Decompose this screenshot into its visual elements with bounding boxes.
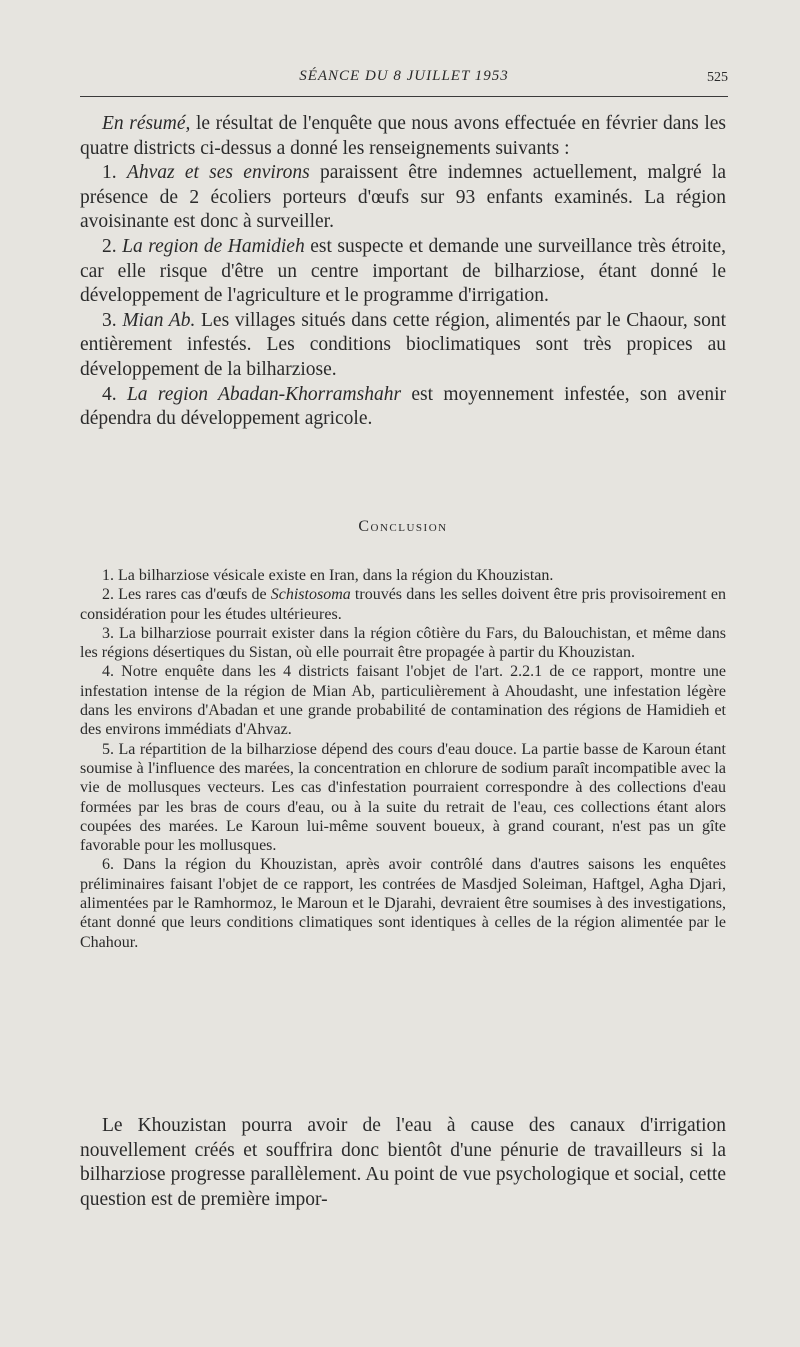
summary-item-2 bbox=[80, 235, 726, 309]
conclusion-item-2-pre: 2. Les rares cas d'œufs de bbox=[102, 586, 271, 604]
page-number: 525 bbox=[707, 70, 728, 85]
conclusion-item-2-italic: Schistosoma bbox=[270, 586, 351, 604]
item-text: Les villages situés dans cette région, alimentés par le Chaour, sont entièrement infestés. Les conditions bioclimatiques sont très propices au développement de la bilharziose. bbox=[80, 309, 726, 380]
summary-item-3 bbox=[80, 309, 726, 383]
summary-intro-text: le résultat de l'enquête que nous avons effectuée en février dans les quatre districts ci-dessus a donné les renseignements suivants : bbox=[80, 113, 727, 159]
conclusion-item-2 bbox=[80, 585, 726, 624]
summary-section bbox=[80, 112, 726, 432]
running-title: SÉANCE DU 8 JUILLET 1953 bbox=[299, 68, 509, 84]
summary-item-4 bbox=[80, 383, 726, 432]
item-lead: La region Abadan-Khorramshahr bbox=[126, 383, 402, 405]
conclusion-item-5: 5. La répartition de la bilharziose dépend des cours d'eau douce. La partie basse de Karoun étant soumise à l'influence des marées, la concentration en chlorure de sodium paraît incompatible avec la vie de mollusques vecteurs. Les cas d'infestation pourraient correspondre à des collections d'eau formées par les bras de cours d'eau, ou à la suite du retrait de l'eau, ces collections étant alors coupées des marées. Le Karoun lui-même souvent boueux, à grand courant, n'est pas un gîte favorable pour les mollusques. bbox=[80, 740, 726, 855]
conclusion-item-6: 6. Dans la région du Khouzistan, après avoir contrôlé dans d'autres saisons les enquêtes préliminaires faisant l'objet de ce rapport, les contrées de Masdjed Soleiman, Haftgel, Agha Djari, alimentées par le Ramhormoz, le Maroun et le Djarahi, devraient être soumises à des investigations, étant donné que leurs conditions climatiques sont identiques à celles de la région alimentée par le Chahour. bbox=[80, 856, 726, 951]
summary-intro-lead: En résumé, bbox=[102, 113, 191, 134]
item-number: 1. bbox=[102, 162, 127, 184]
conclusion-item-4: 4. Notre enquête dans les 4 districts faisant l'objet de l'art. 2.2.1 de ce rapport, montre une infestation intense de la région de Mian Ab, particulièrement à Ahoudasht, une infestation légère dans les environs d'Abadan et une grande probabilité de contamination des régions de Hamidieh et des environs immédiats d'Ahvaz. bbox=[80, 663, 726, 739]
summary-intro bbox=[80, 112, 726, 161]
item-text: paraissent être indemnes actuellement, malgré la présence de 2 écoliers porteurs d'œufs sur 93 enfants examinés. La région avoisinante est donc à surveiller. bbox=[80, 162, 726, 233]
item-number: 2. bbox=[102, 235, 123, 257]
item-number: 4. bbox=[102, 383, 127, 405]
item-lead: La region de Hamidieh bbox=[122, 235, 305, 257]
item-text: est suspecte et demande une surveillance très étroite, car elle risque d'être un centre important de bilharziose, étant donné le développement de l'agriculture et le programme d'irrigation. bbox=[80, 235, 727, 307]
closing-paragraph bbox=[80, 1114, 726, 1212]
item-lead: Ahvaz et ses environs bbox=[126, 162, 310, 184]
item-text: est moyennement infestée, son avenir dépendra du développement agricole. bbox=[80, 383, 727, 430]
conclusion-item-1: 1. La bilharziose vésicale existe en Iran, dans la région du Khouzistan. bbox=[102, 567, 554, 584]
summary-item-1 bbox=[80, 161, 726, 235]
item-number: 3. bbox=[102, 309, 123, 331]
closing-text: Le Khouzistan pourra avoir de l'eau à cause des canaux d'irrigation nouvellement créés et souffrira donc bientôt d'une pénurie de travailleurs si la bilharziose progresse parallèlement. Au point de vue psychologique et social, cette question est de première impor- bbox=[80, 1115, 726, 1210]
item-lead: Mian Ab. bbox=[122, 309, 196, 331]
conclusion-item-2-post: trouvés dans les selles doivent être pris provisoirement en considération pour les études ultérieures. bbox=[80, 586, 726, 623]
conclusion-heading: Conclusion bbox=[358, 518, 448, 535]
conclusion-item-3: 3. La bilharziose pourrait exister dans la région côtière du Fars, du Balouchistan, et même dans les régions désertiques du Sistan, où elle pourrait être propagée à partir du Khouzistan. bbox=[80, 624, 726, 662]
conclusion-section bbox=[80, 566, 726, 952]
page-header bbox=[80, 66, 728, 97]
